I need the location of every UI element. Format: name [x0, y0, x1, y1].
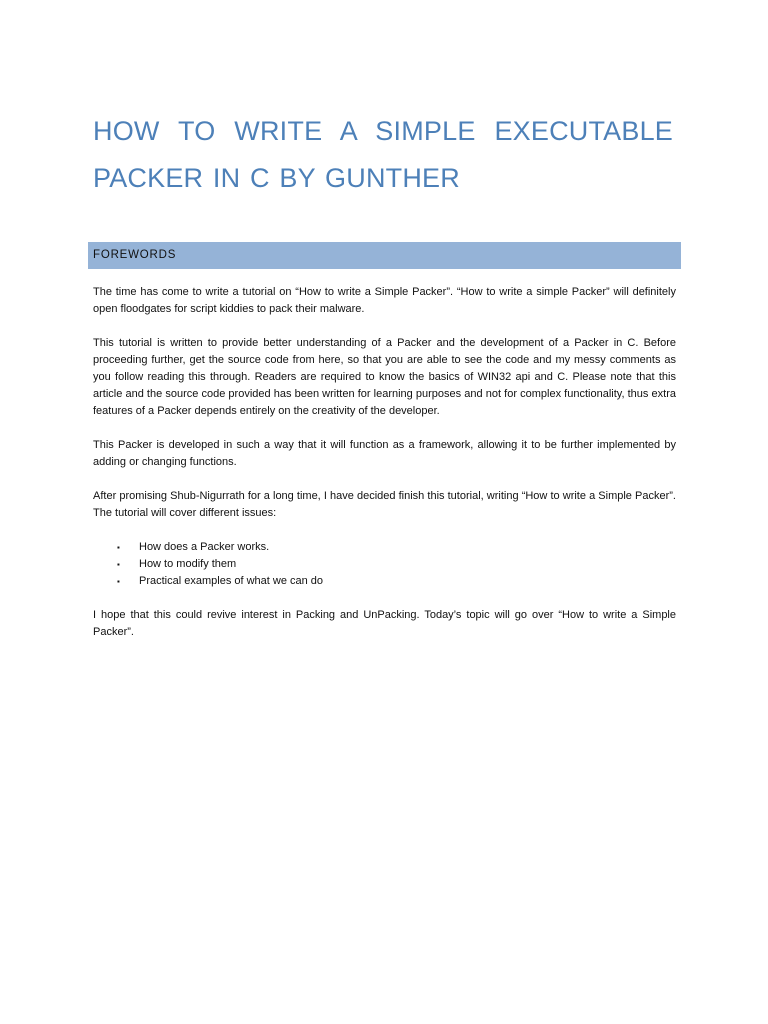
list-item — [117, 556, 676, 573]
document-title: HOW TO WRITE A SIMPLE EXECUTABLE PACKER IN C BY GUNTHER — [93, 116, 673, 193]
body-text — [93, 284, 676, 658]
section-header-bar — [88, 242, 681, 269]
paragraph: I hope that this could revive interest in Packing and UnPacking. Today’s topic will go over “How to write a Simple Packer”. — [93, 609, 676, 638]
list-item-text: Practical examples of what we can do — [139, 575, 324, 587]
bullet-square-icon: ▪ — [117, 543, 120, 552]
bullet-square-icon: ▪ — [117, 577, 120, 586]
paragraph: This Packer is developed in such a way that it will function as a framework, allowing it to be further implemented by adding or changing functions. — [93, 439, 676, 468]
bullet-list — [93, 539, 676, 590]
list-item-text: How does a Packer works. — [139, 541, 270, 553]
paragraph: After promising Shub-Nigurrath for a long time, I have decided finish this tutorial, writing “How to write a Simple Packer”. The tutorial will cover different issues: — [93, 490, 676, 519]
list-item — [117, 539, 676, 556]
bullet-square-icon: ▪ — [117, 560, 120, 569]
paragraph: The time has come to write a tutorial on “How to write a Simple Packer”. “How to write a simple Packer” will definitely open floodgates for script kiddies to pack their malware. — [93, 286, 676, 315]
paragraph: This tutorial is written to provide better understanding of a Packer and the development of a Packer in C. Before proceeding further, get the source code from here, so that you are able to see the code and my messy comments as you follow reading this through. Readers are required to know the basics of WIN32 api and C. Please note that this article and the source code provided has been written for learning purposes and not for complex functionality, thus extra features of a Packer depends entirely on the creativity of the developer. — [93, 337, 676, 417]
list-item-text: How to modify them — [139, 558, 237, 570]
section-heading: FOREWORDS — [93, 249, 177, 261]
list-item — [117, 573, 676, 590]
